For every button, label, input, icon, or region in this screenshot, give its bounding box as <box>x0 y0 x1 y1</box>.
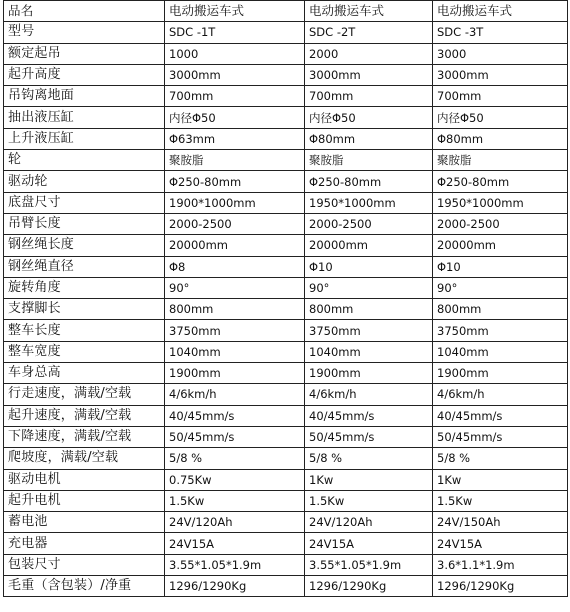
cell-value-model-1: 1.5Kw <box>165 490 305 511</box>
cell-value-model-2: Φ10 <box>305 256 433 277</box>
row-label: 包装尺寸 <box>4 554 165 575</box>
table-row <box>4 107 568 128</box>
row-label: 吊臂长度 <box>4 213 165 234</box>
cell-value-model-3: 90° <box>433 277 568 298</box>
cell-value-model-2: 5/8 % <box>305 448 433 469</box>
table-row <box>4 533 568 554</box>
cell-value-model-3: SDC -3T <box>433 22 568 43</box>
header-model-3: 电动搬运车式 <box>433 1 568 22</box>
cell-value-model-1: 1900*1000mm <box>165 192 305 213</box>
cell-value-model-1: 2000-2500 <box>165 213 305 234</box>
cell-value-model-1: 40/45mm/s <box>165 405 305 426</box>
header-model-2: 电动搬运车式 <box>305 1 433 22</box>
table-row <box>4 490 568 511</box>
cell-value-model-3: 3000mm <box>433 64 568 85</box>
row-label: 底盘尺寸 <box>4 192 165 213</box>
row-label: 额定起吊 <box>4 43 165 64</box>
cell-value-model-3: 3750mm <box>433 320 568 341</box>
cell-value-model-3: 1040mm <box>433 341 568 362</box>
cell-value-model-2: 2000-2500 <box>305 213 433 234</box>
row-label: 行走速度，满载/空载 <box>4 384 165 405</box>
cell-value-model-1: 1900mm <box>165 363 305 384</box>
cell-value-model-2: 2000 <box>305 43 433 64</box>
table-row <box>4 341 568 362</box>
cell-value-model-2: 1Kw <box>305 469 433 490</box>
header-product-name: 品名 <box>4 1 165 22</box>
cell-value-model-3: 40/45mm/s <box>433 405 568 426</box>
cell-value-model-1: 24V15A <box>165 533 305 554</box>
table-row <box>4 192 568 213</box>
cell-value-model-2: 800mm <box>305 299 433 320</box>
table-row <box>4 554 568 575</box>
row-label: 驱动电机 <box>4 469 165 490</box>
cell-value-model-2: 24V15A <box>305 533 433 554</box>
cell-value-model-1: Φ63mm <box>165 128 305 149</box>
row-label: 型号 <box>4 22 165 43</box>
cell-value-model-3: Φ10 <box>433 256 568 277</box>
row-label: 上升液压缸 <box>4 128 165 149</box>
cell-value-model-1: Φ250-80mm <box>165 171 305 192</box>
cell-value-model-2: 3000mm <box>305 64 433 85</box>
cell-value-model-2: 50/45mm/s <box>305 426 433 447</box>
cell-value-model-1: 20000mm <box>165 235 305 256</box>
cell-value-model-3: 聚胺脂 <box>433 150 568 171</box>
table-row <box>4 512 568 533</box>
cell-value-model-1: 50/45mm/s <box>165 426 305 447</box>
cell-value-model-1: 1296/1290Kg <box>165 576 305 597</box>
table-row <box>4 320 568 341</box>
table-row <box>4 299 568 320</box>
cell-value-model-1: 内径Φ50 <box>165 107 305 128</box>
cell-value-model-1: 3.55*1.05*1.9m <box>165 554 305 575</box>
table-row <box>4 128 568 149</box>
table-row <box>4 426 568 447</box>
table-row <box>4 213 568 234</box>
table-row <box>4 576 568 597</box>
table-row <box>4 384 568 405</box>
spec-table <box>3 0 568 597</box>
cell-value-model-2: 1.5Kw <box>305 490 433 511</box>
table-row <box>4 86 568 107</box>
cell-value-model-3: 24V/150Ah <box>433 512 568 533</box>
row-label: 吊钩离地面 <box>4 86 165 107</box>
row-label: 爬坡度，满载/空载 <box>4 448 165 469</box>
row-label: 钢丝绳直径 <box>4 256 165 277</box>
cell-value-model-1: 5/8 % <box>165 448 305 469</box>
cell-value-model-1: 聚胺脂 <box>165 150 305 171</box>
cell-value-model-3: 2000-2500 <box>433 213 568 234</box>
header-row <box>4 1 568 22</box>
cell-value-model-2: 3.55*1.05*1.9m <box>305 554 433 575</box>
table-row <box>4 256 568 277</box>
cell-value-model-2: Φ250-80mm <box>305 171 433 192</box>
table-row <box>4 469 568 490</box>
cell-value-model-2: 内径Φ50 <box>305 107 433 128</box>
row-label: 起升高度 <box>4 64 165 85</box>
table-row <box>4 235 568 256</box>
row-label: 车身总高 <box>4 363 165 384</box>
row-label: 旋转角度 <box>4 277 165 298</box>
cell-value-model-1: 3750mm <box>165 320 305 341</box>
cell-value-model-3: 24V15A <box>433 533 568 554</box>
cell-value-model-3: 20000mm <box>433 235 568 256</box>
table-row <box>4 150 568 171</box>
cell-value-model-3: 3.6*1.1*1.9m <box>433 554 568 575</box>
cell-value-model-3: Φ80mm <box>433 128 568 149</box>
cell-value-model-1: SDC -1T <box>165 22 305 43</box>
cell-value-model-2: 3750mm <box>305 320 433 341</box>
cell-value-model-1: 90° <box>165 277 305 298</box>
table-row <box>4 43 568 64</box>
cell-value-model-1: 24V/120Ah <box>165 512 305 533</box>
cell-value-model-1: 700mm <box>165 86 305 107</box>
cell-value-model-3: 1Kw <box>433 469 568 490</box>
cell-value-model-2: 40/45mm/s <box>305 405 433 426</box>
row-label: 整车长度 <box>4 320 165 341</box>
cell-value-model-2: 90° <box>305 277 433 298</box>
row-label: 起升电机 <box>4 490 165 511</box>
cell-value-model-3: 5/8 % <box>433 448 568 469</box>
cell-value-model-2: 1950*1000mm <box>305 192 433 213</box>
cell-value-model-1: 1040mm <box>165 341 305 362</box>
cell-value-model-2: 1040mm <box>305 341 433 362</box>
table-row <box>4 64 568 85</box>
table-row <box>4 405 568 426</box>
cell-value-model-3: 3000 <box>433 43 568 64</box>
cell-value-model-3: 1950*1000mm <box>433 192 568 213</box>
row-label: 毛重（含包装）/净重 <box>4 576 165 597</box>
cell-value-model-3: 800mm <box>433 299 568 320</box>
cell-value-model-2: Φ80mm <box>305 128 433 149</box>
row-label: 充电器 <box>4 533 165 554</box>
cell-value-model-1: 0.75Kw <box>165 469 305 490</box>
cell-value-model-2: 20000mm <box>305 235 433 256</box>
cell-value-model-1: 800mm <box>165 299 305 320</box>
cell-value-model-3: 1296/1290Kg <box>433 576 568 597</box>
cell-value-model-3: Φ250-80mm <box>433 171 568 192</box>
row-label: 蓄电池 <box>4 512 165 533</box>
row-label: 轮 <box>4 150 165 171</box>
table-row <box>4 22 568 43</box>
cell-value-model-3: 700mm <box>433 86 568 107</box>
table-row <box>4 363 568 384</box>
row-label: 支撑脚长 <box>4 299 165 320</box>
table-row <box>4 277 568 298</box>
cell-value-model-3: 1.5Kw <box>433 490 568 511</box>
cell-value-model-1: 3000mm <box>165 64 305 85</box>
cell-value-model-2: 1296/1290Kg <box>305 576 433 597</box>
cell-value-model-2: 24V/120Ah <box>305 512 433 533</box>
cell-value-model-1: 4/6km/h <box>165 384 305 405</box>
cell-value-model-2: SDC -2T <box>305 22 433 43</box>
row-label: 抽出液压缸 <box>4 107 165 128</box>
cell-value-model-1: Φ8 <box>165 256 305 277</box>
table-row <box>4 448 568 469</box>
cell-value-model-3: 4/6km/h <box>433 384 568 405</box>
cell-value-model-3: 1900mm <box>433 363 568 384</box>
cell-value-model-3: 内径Φ50 <box>433 107 568 128</box>
spec-table-body <box>4 1 568 597</box>
row-label: 钢丝绳长度 <box>4 235 165 256</box>
cell-value-model-1: 1000 <box>165 43 305 64</box>
row-label: 整车宽度 <box>4 341 165 362</box>
header-model-1: 电动搬运车式 <box>165 1 305 22</box>
table-row <box>4 171 568 192</box>
cell-value-model-2: 聚胺脂 <box>305 150 433 171</box>
row-label: 驱动轮 <box>4 171 165 192</box>
cell-value-model-2: 1900mm <box>305 363 433 384</box>
row-label: 起升速度，满载/空载 <box>4 405 165 426</box>
cell-value-model-2: 700mm <box>305 86 433 107</box>
cell-value-model-2: 4/6km/h <box>305 384 433 405</box>
row-label: 下降速度，满载/空载 <box>4 426 165 447</box>
cell-value-model-3: 50/45mm/s <box>433 426 568 447</box>
